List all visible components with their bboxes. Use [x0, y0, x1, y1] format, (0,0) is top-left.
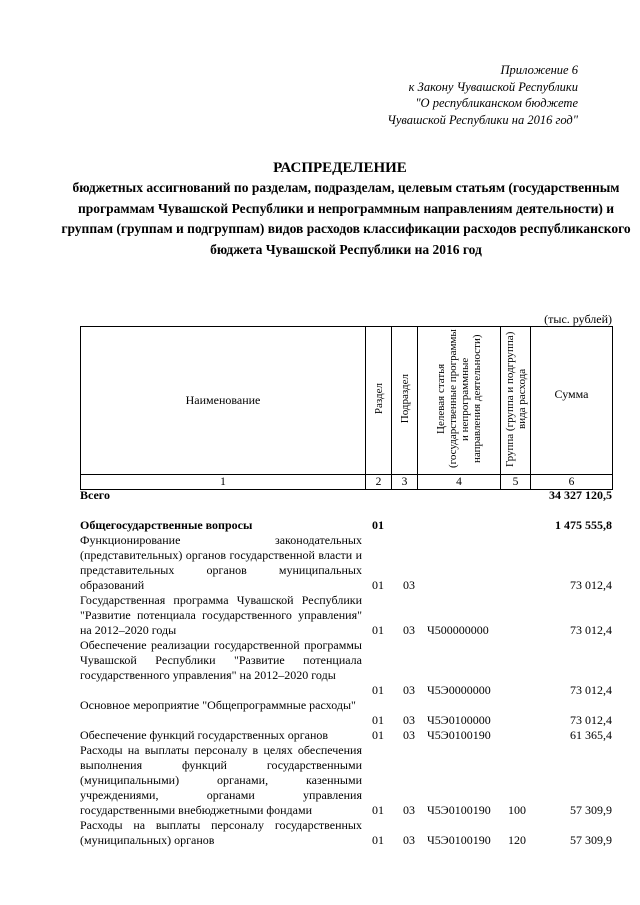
row-expense-group: 120	[508, 833, 526, 847]
row-name: Всего	[80, 488, 110, 502]
row-expense-group: 100	[508, 803, 526, 817]
row-target-article: Ч5Э0100190	[427, 728, 491, 742]
appendix-line: "О республиканском бюджете	[415, 96, 578, 110]
row-name: Расходы на выплаты персоналу в целях обеспечения выполнения функций государственными (муниципальными) органами, казенными учреждениями, органами управления государственными внебюджетными фондами	[80, 743, 362, 817]
col-number: 3	[392, 475, 418, 490]
row-sum: 57 309,9	[570, 833, 612, 847]
table-row	[80, 533, 612, 593]
appendix-line: к Закону Чувашской Республики	[408, 79, 578, 94]
table-header	[80, 326, 613, 490]
row-sum: 73 012,4	[570, 683, 612, 697]
row-target-article: Ч5Э0100190	[427, 833, 491, 847]
row-name: Функционирование законодательных (представительных) органов государственной власти и представительных органов муниципальных образований	[80, 533, 362, 592]
row-target-article: Ч5Э0100190	[427, 803, 491, 817]
row-podrazdel: 03	[403, 833, 415, 847]
header-razdel: Раздел	[366, 327, 392, 475]
row-sum: 73 012,4	[570, 578, 612, 592]
header-podrazdel: Подраздел	[392, 327, 418, 475]
table-row	[80, 728, 612, 743]
header-expense-group: Группа (группа и подгруппа) вида расхода	[501, 327, 531, 475]
row-name: Обеспечение реализации государственной программы Чувашской Республики "Развитие потенциала государственного управления" на 2012–2020 годы	[80, 638, 362, 682]
document-title: РАСПРЕДЕЛЕНИЕ	[273, 160, 407, 176]
appendix-line: Чувашской Республики на 2016 год"	[387, 112, 578, 127]
appendix-reference	[318, 62, 578, 128]
row-sum: 73 012,4	[570, 713, 612, 727]
row-razdel: 01	[372, 803, 384, 817]
row-podrazdel: 03	[403, 683, 415, 697]
row-name: Общегосударственные вопросы	[80, 518, 253, 532]
table-row	[80, 638, 612, 698]
col-number: 2	[366, 475, 392, 490]
row-razdel: 01	[372, 578, 384, 592]
table-row	[80, 743, 612, 818]
row-podrazdel: 03	[403, 623, 415, 637]
row-target-article: Ч5Э0100000	[427, 713, 491, 727]
row-razdel: 01	[372, 728, 384, 742]
row-name: Основное мероприятие "Общепрограммные расходы"	[80, 698, 356, 712]
col-number: 1	[81, 475, 366, 490]
row-sum: 1 475 555,8	[555, 518, 612, 532]
table-row	[80, 818, 612, 848]
row-sum: 57 309,9	[570, 803, 612, 817]
col-number: 6	[531, 475, 613, 490]
table-row	[80, 698, 612, 728]
row-name: Обеспечение функций государственных органов	[80, 728, 329, 742]
table-row	[80, 488, 612, 503]
row-target-article: Ч500000000	[427, 623, 489, 637]
row-sum: 73 012,4	[570, 623, 612, 637]
row-razdel: 01	[372, 623, 384, 637]
row-podrazdel: 03	[403, 803, 415, 817]
row-razdel: 01	[372, 713, 384, 727]
col-number: 5	[501, 475, 531, 490]
document-subtitle: бюджетных ассигнований по разделам, подразделам, целевым статьям (государственным программам Чувашской Республики и непрограммным направлениям деятельности) и группам (группам и подгруппам) видов расходов классификации расходов республиканского бюджета Чувашской Республики на 2016 год	[61, 180, 631, 257]
col-number: 4	[418, 475, 501, 490]
row-sum: 34 327 120,5	[549, 488, 612, 502]
row-razdel: 01	[372, 833, 384, 847]
header-sum: Сумма	[531, 327, 613, 475]
header-target-article: Целевая статья (государственные программы и непрограммные направления деятельности)	[418, 327, 501, 475]
row-podrazdel: 03	[403, 578, 415, 592]
row-razdel: 01	[372, 683, 384, 697]
appendix-line: Приложение 6	[500, 63, 578, 77]
row-target-article: Ч5Э0000000	[427, 683, 491, 697]
units-note: (тыс. рублей)	[544, 312, 612, 326]
row-podrazdel: 03	[403, 728, 415, 742]
row-podrazdel: 03	[403, 713, 415, 727]
table-row	[80, 518, 612, 533]
row-sum: 61 365,4	[570, 728, 612, 742]
row-name: Государственная программа Чувашской Республики "Развитие потенциала государственного управления" на 2012–2020 годы	[80, 593, 362, 637]
row-name: Расходы на выплаты персоналу государственных (муниципальных) органов	[80, 818, 362, 847]
table-row	[80, 593, 612, 638]
row-razdel: 01	[372, 518, 384, 532]
header-name: Наименование	[81, 327, 366, 475]
